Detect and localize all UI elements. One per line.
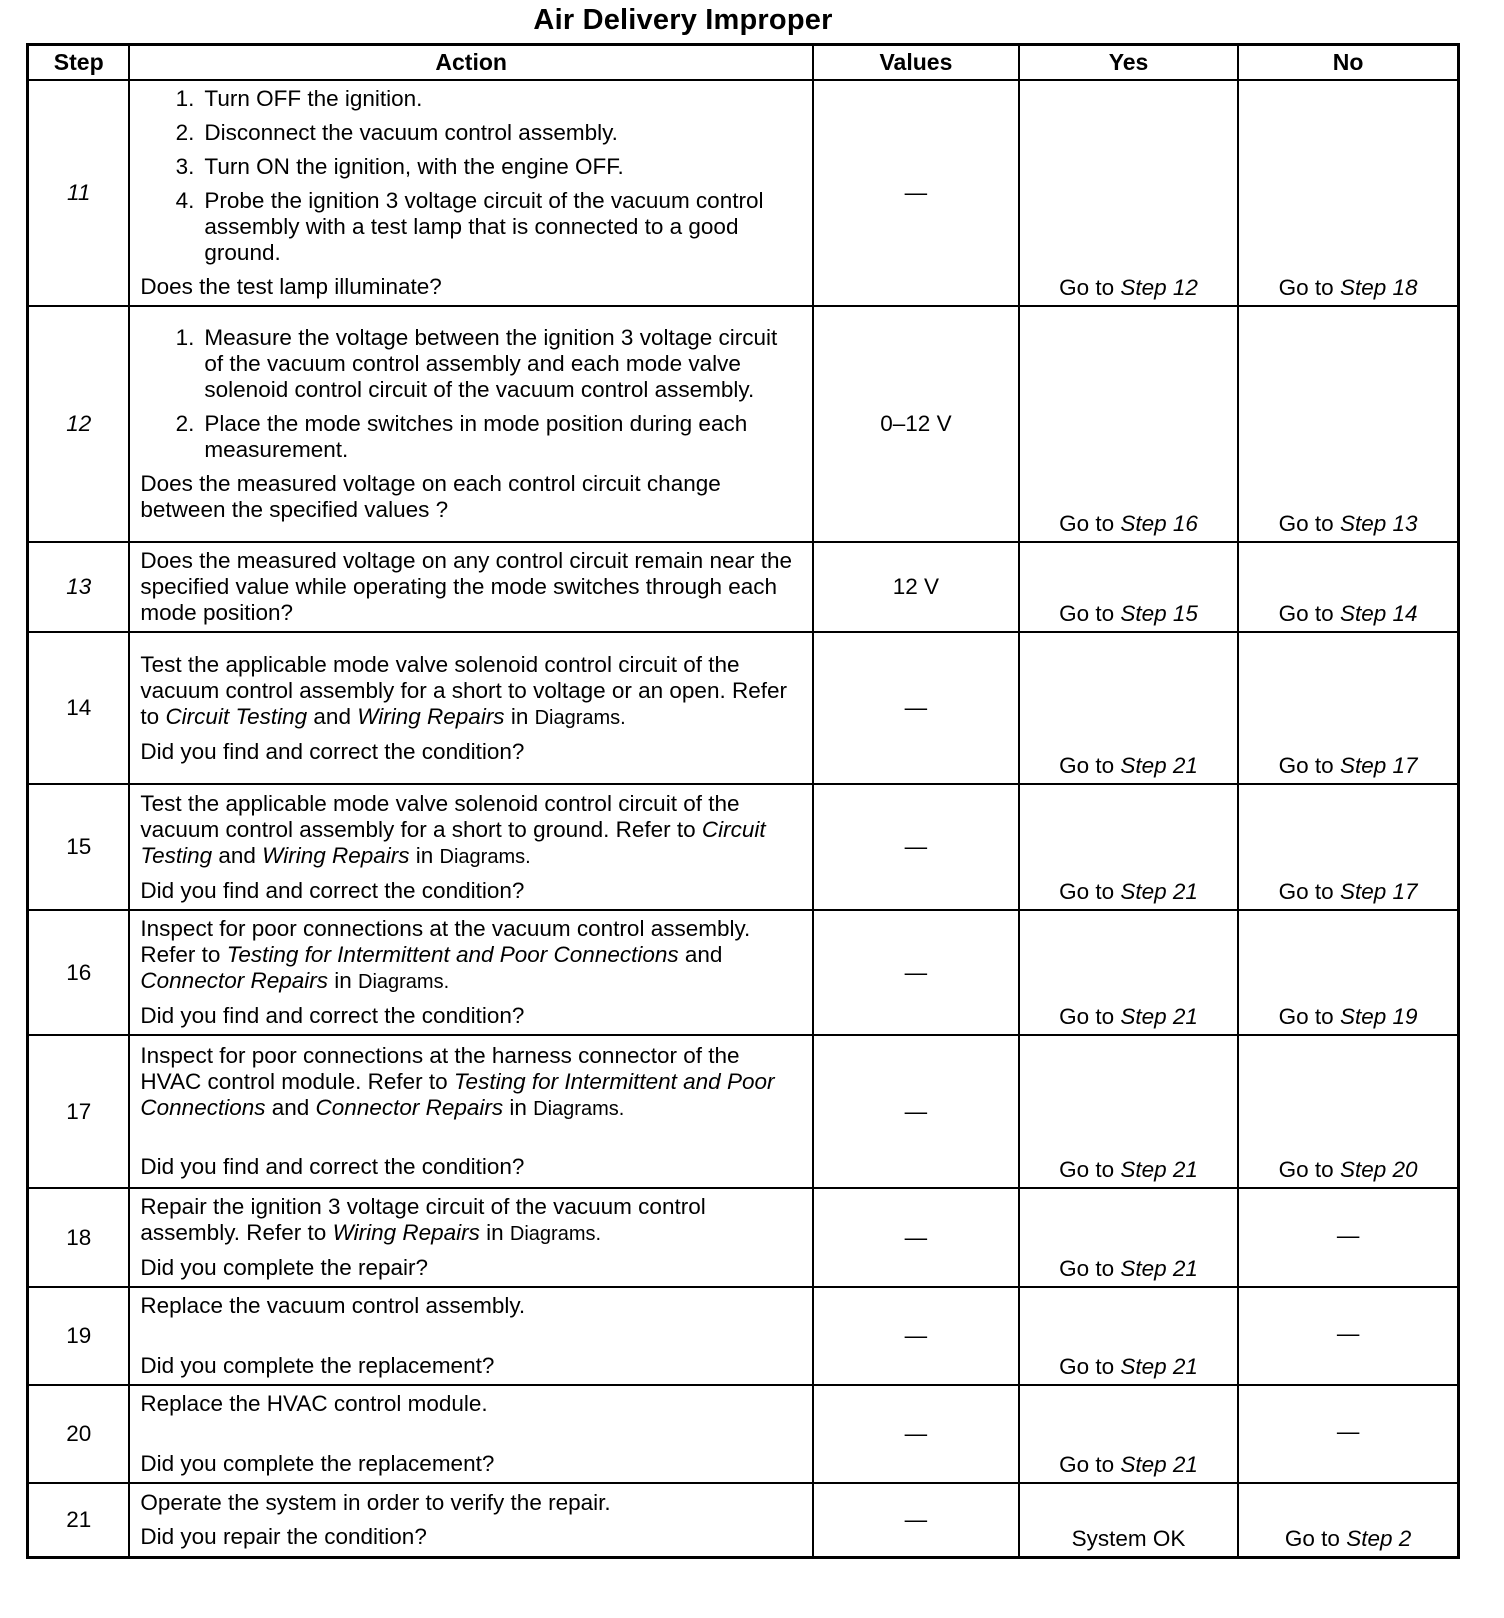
value-cell: — — [813, 80, 1019, 306]
no-cell: Go to Step 19 — [1238, 910, 1458, 1035]
action-cell — [129, 1035, 813, 1188]
step-link[interactable]: Step 21 — [1120, 879, 1198, 904]
instruction: Inspect for poor connections at the vacuum control assembly. Refer to Testing for Intermittent and Poor Connections and Connector Repairs in Diagrams. — [140, 916, 751, 993]
step-link[interactable]: Step 21 — [1120, 1452, 1198, 1477]
yes-cell: System OK — [1019, 1483, 1238, 1557]
value-cell: — — [813, 1188, 1019, 1287]
action-cell — [129, 910, 813, 1035]
step-number: 12 — [28, 306, 130, 542]
table-row — [28, 1483, 1459, 1557]
yes-cell: Go to Step 21 — [1019, 1188, 1238, 1287]
instruction: Replace the HVAC control module. — [140, 1391, 488, 1416]
table-row — [28, 1188, 1459, 1287]
yes-cell: Go to Step 21 — [1019, 1385, 1238, 1483]
yes-cell: Go to Step 21 — [1019, 632, 1238, 784]
step-link[interactable]: Step 13 — [1339, 511, 1418, 536]
question: Does the test lamp illuminate? — [140, 274, 442, 299]
table-row — [28, 306, 1459, 542]
no-cell: Go to Step 17 — [1238, 784, 1458, 910]
list-item: 4. Probe the ignition 3 voltage circuit of the vacuum control assembly with a test lamp that is connected to a good ground. — [175, 188, 764, 265]
question: Does the measured voltage on each control circuit change between the specified values ? — [140, 471, 721, 522]
value-cell: — — [813, 1385, 1019, 1483]
question: Did you repair the condition? — [140, 1523, 427, 1549]
step-link[interactable]: Step 12 — [1120, 275, 1198, 300]
step-number: 13 — [28, 542, 130, 632]
action-cell — [129, 784, 813, 910]
question: Did you find and correct the condition? — [140, 1154, 525, 1179]
step-link[interactable]: Step 21 — [1120, 753, 1198, 778]
page-title: Air Delivery Improper — [533, 4, 833, 36]
table-row — [28, 910, 1459, 1035]
action-cell — [129, 1188, 813, 1287]
yes-cell: Go to Step 12 — [1019, 80, 1238, 306]
question: Did you find and correct the condition? — [140, 877, 525, 903]
value-cell: — — [813, 1483, 1019, 1557]
no-cell: Go to Step 17 — [1238, 632, 1458, 784]
action-cell — [129, 80, 813, 306]
value-cell: — — [813, 1287, 1019, 1385]
no-cell: Go to Step 13 — [1238, 306, 1458, 542]
header-values: Values — [813, 45, 1019, 81]
header-step: Step — [28, 45, 130, 81]
step-number: 15 — [28, 784, 130, 910]
step-number: 20 — [28, 1385, 130, 1483]
table-row — [28, 1035, 1459, 1188]
list-item: 1. Turn OFF the ignition. — [175, 86, 423, 111]
step-link[interactable]: Step 18 — [1339, 275, 1418, 300]
question: Did you complete the replacement? — [140, 1353, 495, 1378]
action-cell: Does the measured voltage on any control circuit remain near the specified value while operating the mode switches through each mode position? — [129, 542, 813, 632]
step-link[interactable]: Step 21 — [1120, 1354, 1198, 1379]
table-row — [28, 80, 1459, 306]
list-item: 1. Measure the voltage between the ignition 3 voltage circuit of the vacuum control assembly and each mode valve solenoid control circuit of the vacuum control assembly. — [175, 325, 778, 402]
question: Did you find and correct the condition? — [140, 1003, 525, 1028]
table-row — [28, 1287, 1459, 1385]
step-link[interactable]: Step 2 — [1346, 1525, 1412, 1551]
action-cell — [129, 1287, 813, 1385]
header-row — [28, 45, 1459, 81]
yes-cell: Go to Step 21 — [1019, 910, 1238, 1035]
question: Did you complete the replacement? — [140, 1451, 495, 1476]
header-yes: Yes — [1019, 45, 1238, 81]
step-link[interactable]: Step 21 — [1120, 1004, 1198, 1029]
no-cell: Go to Step 14 — [1238, 542, 1458, 632]
header-no: No — [1238, 45, 1458, 81]
diagnostic-table — [26, 43, 1460, 1559]
no-cell: — — [1238, 1287, 1458, 1385]
instruction: Inspect for poor connections at the harness connector of the HVAC control module. Refer to Testing for Intermittent and Poor Connections and Connector Repairs in Diagrams. — [140, 1043, 775, 1120]
table-row — [28, 542, 1459, 632]
step-link[interactable]: Step 15 — [1120, 601, 1198, 626]
value-cell: — — [813, 1035, 1019, 1188]
step-number: 16 — [28, 910, 130, 1035]
step-number: 17 — [28, 1035, 130, 1188]
table-row — [28, 784, 1459, 910]
step-number: 14 — [28, 632, 130, 784]
yes-cell: Go to Step 21 — [1019, 784, 1238, 910]
instruction: Test the applicable mode valve solenoid control circuit of the vacuum control assembly for a short to ground. Refer to Circuit Testing and Wiring Repairs in Diagrams. — [140, 790, 766, 868]
table-row — [28, 1385, 1459, 1483]
instruction: Operate the system in order to verify the repair. — [140, 1489, 611, 1515]
step-link[interactable]: Step 21 — [1120, 1157, 1198, 1182]
no-cell: — — [1238, 1385, 1458, 1483]
value-cell: 0–12 V — [813, 306, 1019, 542]
no-cell: Go to Step 18 — [1238, 80, 1458, 306]
instruction: Repair the ignition 3 voltage circuit of the vacuum control assembly. Refer to Wiring Repairs in Diagrams. — [140, 1194, 706, 1245]
yes-cell: Go to Step 21 — [1019, 1287, 1238, 1385]
step-link[interactable]: Step 19 — [1339, 1004, 1418, 1029]
no-cell: — — [1238, 1188, 1458, 1287]
no-cell: Go to Step 20 — [1238, 1035, 1458, 1188]
list-item: 2. Place the mode switches in mode position during each measurement. — [175, 411, 748, 462]
question: Did you complete the repair? — [140, 1255, 429, 1280]
instruction: Test the applicable mode valve solenoid control circuit of the vacuum control assembly for a short to voltage or an open. Refer to Circuit Testing and Wiring Repairs in Diagrams. — [140, 651, 787, 729]
value-cell: 12 V — [813, 542, 1019, 632]
instruction: Replace the vacuum control assembly. — [140, 1293, 526, 1318]
table-row — [28, 632, 1459, 784]
action-cell — [129, 306, 813, 542]
yes-cell: Go to Step 16 — [1019, 306, 1238, 542]
step-number: 18 — [28, 1188, 130, 1287]
step-link[interactable]: Step 17 — [1339, 753, 1418, 778]
step-number: 11 — [28, 80, 130, 306]
step-number: 21 — [28, 1483, 130, 1557]
yes-cell: Go to Step 15 — [1019, 542, 1238, 632]
value-cell: — — [813, 910, 1019, 1035]
no-cell: Go to Step 2 — [1238, 1483, 1458, 1557]
step-number: 19 — [28, 1287, 130, 1385]
action-cell — [129, 632, 813, 784]
step-link[interactable]: Step 14 — [1339, 601, 1418, 626]
list-item: 3. Turn ON the ignition, with the engine OFF. — [175, 154, 624, 179]
step-link[interactable]: Step 21 — [1120, 1256, 1198, 1281]
header-action: Action — [129, 45, 813, 81]
step-link[interactable]: Step 17 — [1339, 879, 1418, 904]
value-cell: — — [813, 784, 1019, 910]
action-cell — [129, 1483, 813, 1557]
yes-cell: Go to Step 21 — [1019, 1035, 1238, 1188]
value-cell: — — [813, 632, 1019, 784]
step-link[interactable]: Step 20 — [1339, 1157, 1418, 1182]
list-item: 2. Disconnect the vacuum control assembly. — [175, 120, 618, 145]
step-link[interactable]: Step 16 — [1120, 511, 1198, 536]
question: Did you find and correct the condition? — [140, 738, 525, 764]
action-cell — [129, 1385, 813, 1483]
